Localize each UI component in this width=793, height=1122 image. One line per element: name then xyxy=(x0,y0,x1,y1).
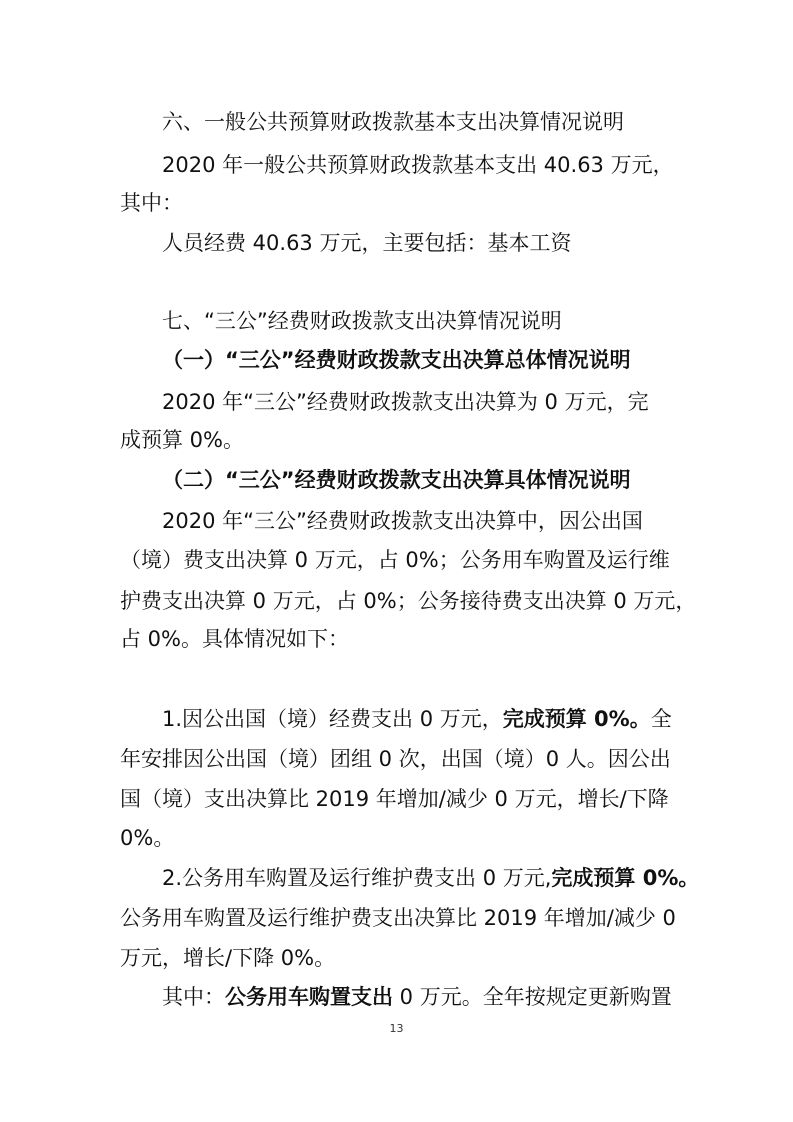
heading-section-6: 六、一般公共预算财政拨款基本支出决算情况说明 xyxy=(162,110,624,134)
paragraph-line: 占 0%。具体情况如下： xyxy=(120,627,349,651)
paragraph-line: 成预算 0%。 xyxy=(120,428,244,452)
paragraph-line: 护费支出决算 0 万元，占 0%；公务接待费支出决算 0 万元， xyxy=(120,589,697,613)
subheading-2: （二）“三公”经费财政拨款支出决算具体情况说明 xyxy=(162,468,631,492)
paragraph-line: 2020 年一般公共预算财政拨款基本支出 40.63 万元， xyxy=(162,153,674,177)
paragraph-line: 1.因公出国（境）经费支出 0 万元，完成预算 0%。全 xyxy=(162,707,672,731)
paragraph-line: 人员经费 40.63 万元，主要包括：基本工资 xyxy=(162,231,572,255)
paragraph-line: 2.公务用车购置及运行维护费支出 0 万元,完成预算 0%。 xyxy=(162,866,700,890)
subheading-1: （一）“三公”经费财政拨款支出决算总体情况说明 xyxy=(162,348,631,372)
heading-section-7: 七、“三公”经费财政拨款支出决算情况说明 xyxy=(162,309,562,333)
paragraph-line: 2020 年“三公”经费财政拨款支出决算为 0 万元，完 xyxy=(162,390,649,414)
paragraph-line: 万元，增长/下降 0%。 xyxy=(120,946,336,970)
paragraph-line: 2020 年“三公”经费财政拨款支出决算中，因公出国 xyxy=(162,509,643,533)
page-number: 13 xyxy=(389,1022,404,1035)
paragraph-line: 国（境）支出决算比 2019 年增加/减少 0 万元，增长/下降 xyxy=(120,787,669,811)
paragraph-line: 其中：公务用车购置支出 0 万元。全年按规定更新购置 xyxy=(162,985,672,1009)
paragraph-line: 公务用车购置及运行维护费支出决算比 2019 年增加/减少 0 xyxy=(120,906,676,930)
paragraph-line: 其中： xyxy=(120,191,183,215)
paragraph-line: （境）费支出决算 0 万元，占 0%；公务用车购置及运行维 xyxy=(120,548,670,572)
paragraph-line: 0%。 xyxy=(120,826,175,850)
paragraph-line: 年安排因公出国（境）团组 0 次，出国（境）0 人。因公出 xyxy=(120,747,671,771)
